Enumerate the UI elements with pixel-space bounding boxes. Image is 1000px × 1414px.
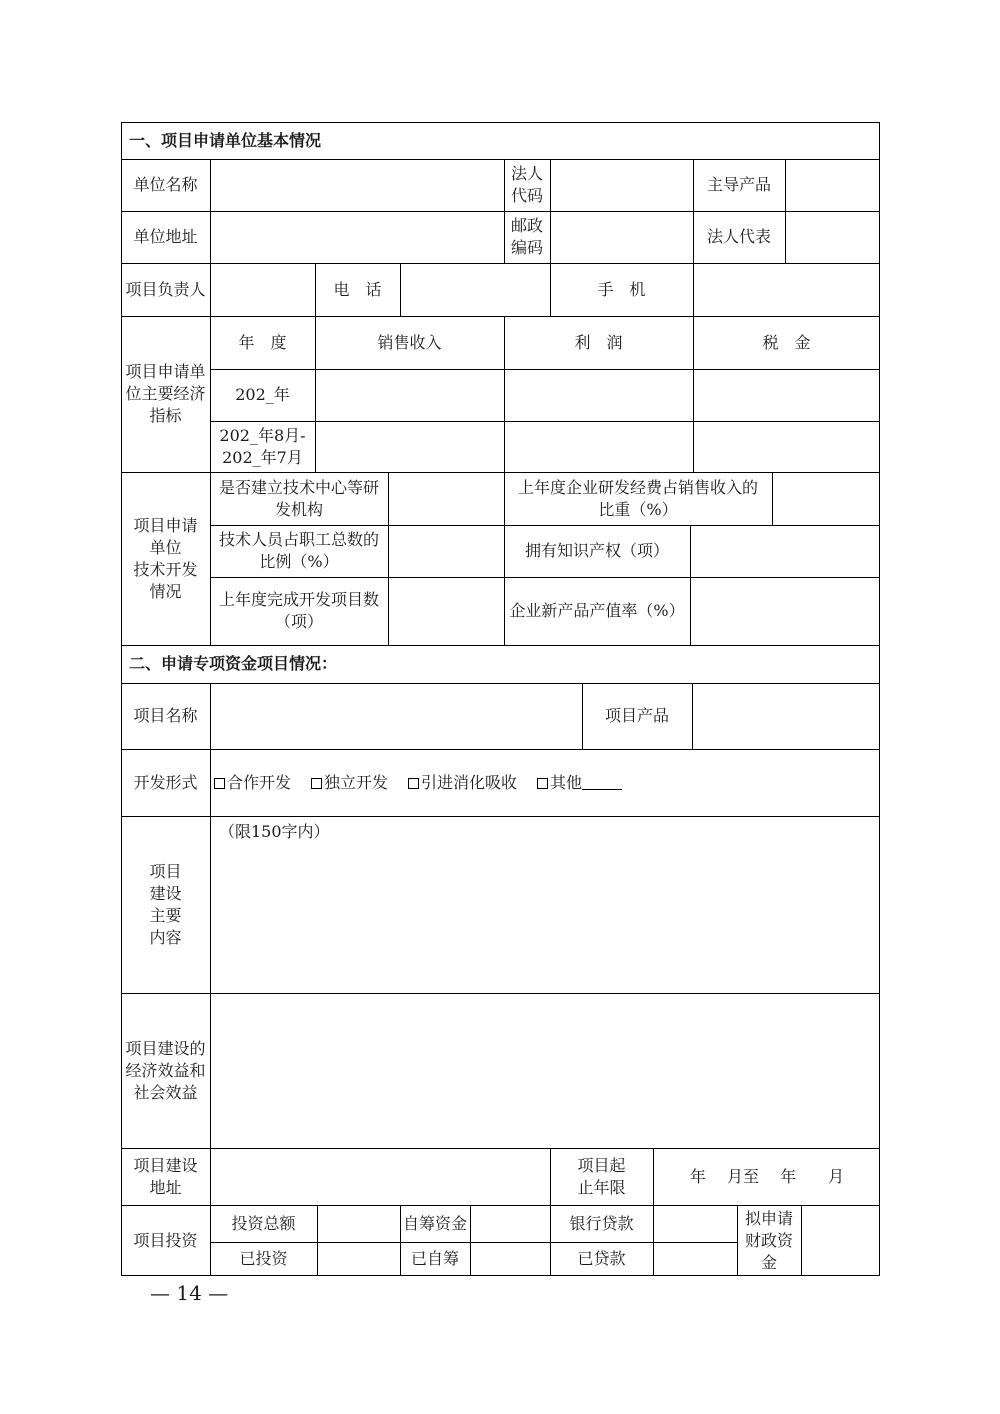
checkbox-icon[interactable]	[408, 778, 419, 789]
postal-code-field[interactable]	[551, 212, 693, 263]
year-header: 年 度	[238, 332, 287, 352]
rd-ratio-field[interactable]	[773, 473, 880, 525]
option-import-absorb[interactable]: 引进消化吸收	[402, 772, 517, 794]
total-invest-field[interactable]	[318, 1206, 400, 1242]
tech-center-label: 是否建立技术中心等研 发机构	[218, 477, 379, 519]
section1-title: 一、项目申请单位基本情况	[129, 130, 322, 150]
project-product-field[interactable]	[693, 684, 880, 749]
dev-form-options	[210, 749, 880, 816]
dev-form-label: 开发形式	[133, 772, 198, 792]
year1-tax-field[interactable]	[694, 370, 880, 421]
self-raised-label: 已自筹	[410, 1249, 459, 1268]
page-number: — 14 —	[150, 1281, 229, 1305]
invested-field[interactable]	[318, 1243, 400, 1276]
checkbox-icon[interactable]	[537, 778, 548, 789]
period-label: 项目起 止年限	[577, 1155, 626, 1197]
phone-label: 电 话	[333, 279, 382, 299]
unit-name-field[interactable]	[211, 160, 504, 211]
invested-label: 已投资	[239, 1249, 288, 1268]
tax-header: 税 金	[762, 332, 811, 352]
fiscal-funds-label: 拟申请 财政资 金	[744, 1208, 793, 1272]
dev-projects-label: 上年度完成开发项目数 （项）	[218, 590, 379, 631]
option-other[interactable]: 其他	[531, 772, 622, 794]
project-name-label: 项目名称	[133, 706, 198, 725]
loaned-label: 已贷款	[577, 1249, 626, 1268]
ip-label: 拥有知识产权（项）	[524, 541, 669, 560]
year2-sales-field[interactable]	[316, 422, 504, 472]
tech-center-field[interactable]	[389, 473, 504, 525]
postal-code-label: 邮政 编码	[510, 216, 543, 257]
checkbox-icon[interactable]	[311, 778, 322, 789]
phone-field[interactable]	[401, 264, 550, 316]
bank-loan-field[interactable]	[654, 1206, 737, 1242]
new-product-rate-field[interactable]	[691, 578, 880, 645]
legal-rep-label: 法人代表	[706, 227, 771, 246]
staff-ratio-field[interactable]	[389, 526, 504, 577]
content-hint: （限150字内）	[219, 822, 330, 841]
year1-profit-field[interactable]	[505, 370, 693, 421]
rd-ratio-label: 上年度企业研发经费占销售收入的 比重（%）	[517, 477, 758, 519]
benefit-label: 项目建设的 经济效益和 社会效益	[125, 1038, 206, 1102]
sales-header: 销售收入	[377, 332, 442, 352]
self-funds-label: 自筹资金	[403, 1213, 468, 1233]
legal-code-field[interactable]	[551, 160, 693, 211]
other-blank-line[interactable]	[582, 773, 622, 790]
self-raised-field[interactable]	[471, 1243, 550, 1276]
total-invest-label: 投资总额	[231, 1213, 296, 1233]
legal-code-label: 法人 代码	[510, 164, 543, 205]
tech-dev-label: 项目申请 单位 技术开发 情况	[133, 515, 198, 601]
benefit-field[interactable]	[211, 994, 880, 1148]
content-label: 项目 建设 主要 内容	[149, 861, 182, 947]
project-product-label: 项目产品	[604, 706, 669, 725]
bank-loan-label: 银行贷款	[569, 1213, 634, 1233]
dev-projects-field[interactable]	[389, 578, 504, 645]
unit-address-label: 单位地址	[133, 227, 198, 246]
project-lead-label: 项目负责人	[125, 279, 206, 299]
period-field[interactable]: 年 月至 年 月	[689, 1167, 845, 1186]
site-field[interactable]	[211, 1149, 550, 1205]
year1-sales-field[interactable]	[316, 370, 504, 421]
legal-rep-field[interactable]	[786, 212, 880, 263]
main-product-field[interactable]	[786, 160, 880, 211]
option-independent[interactable]: 独立开发	[305, 772, 388, 794]
new-product-rate-label: 企业新产品产值率（%）	[509, 601, 685, 620]
content-field[interactable]	[211, 817, 880, 993]
econ-indicators-label: 项目申请单 位主要经济 指标	[125, 362, 206, 425]
ip-field[interactable]	[691, 526, 880, 577]
section2-title: 二、申请专项资金项目情况：	[129, 654, 338, 673]
fiscal-funds-field[interactable]	[802, 1206, 880, 1276]
year2-profit-field[interactable]	[505, 422, 693, 472]
mobile-label: 手 机	[597, 279, 646, 299]
site-label: 项目建设 地址	[133, 1155, 198, 1197]
unit-address-field[interactable]	[211, 212, 504, 263]
profit-header: 利 润	[574, 332, 623, 352]
year2-label: 202_年8月- 202_年7月	[219, 425, 306, 467]
staff-ratio-label: 技术人员占职工总数的 比例（%）	[218, 530, 379, 571]
main-product-label: 主导产品	[706, 175, 771, 194]
project-name-field[interactable]	[211, 684, 582, 749]
project-lead-field[interactable]	[211, 264, 315, 316]
year1-label: 202_年	[235, 385, 290, 404]
self-funds-field[interactable]	[471, 1206, 550, 1242]
mobile-field[interactable]	[694, 264, 880, 316]
checkbox-icon[interactable]	[214, 778, 225, 789]
year2-tax-field[interactable]	[694, 422, 880, 472]
unit-name-label: 单位名称	[133, 175, 198, 194]
invest-label: 项目投资	[133, 1230, 198, 1250]
option-cooperative[interactable]: 合作开发	[210, 772, 291, 794]
loaned-field[interactable]	[654, 1243, 737, 1276]
